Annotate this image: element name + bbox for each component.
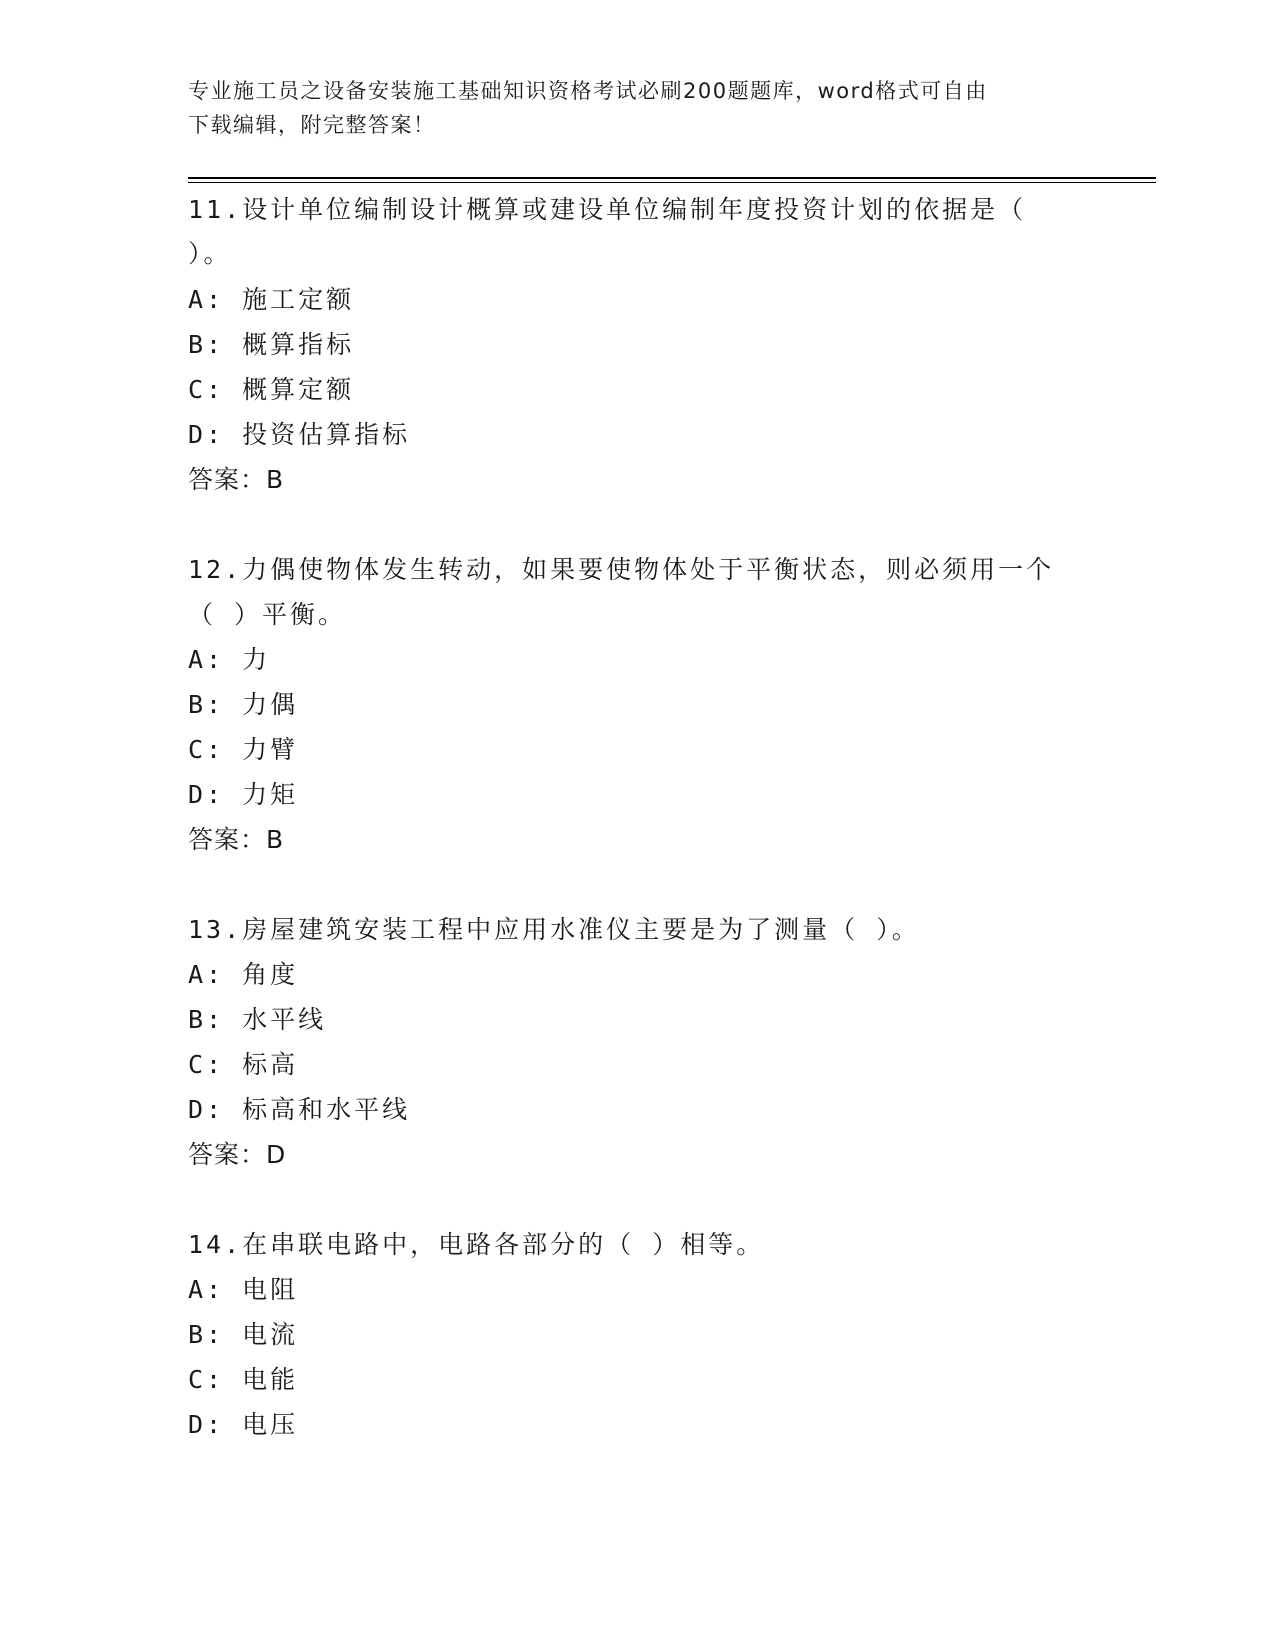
question-11-stem-line-2: ）。 [188,239,232,268]
question-11-stem-line-1: 11.设计单位编制设计概算或建设单位编制年度投资计划的依据是（ [188,195,1027,224]
question-13-option-a: A: 角度 [188,960,299,989]
question-13-stem-line-1: 13.房屋建筑安装工程中应用水准仪主要是为了测量（ ）。 [188,915,920,944]
question-11-option-d: D: 投资估算指标 [188,420,411,449]
question-13-option-b: B: 水平线 [188,1005,327,1034]
question-11-option-a: A: 施工定额 [188,285,355,314]
question-12-answer: 答案：B [188,825,285,854]
header-line-1: 专业施工员之设备安装施工基础知识资格考试必刷200题题库，word格式可自由 [188,79,988,103]
question-13-option-d: D: 标高和水平线 [188,1095,411,1124]
question-12-option-c: C: 力臂 [188,735,299,764]
question-14-stem-line-1: 14.在串联电路中，电路各部分的（ ）相等。 [188,1230,765,1259]
question-12-option-a: A: 力 [188,645,271,674]
question-14-option-a: A: 电阻 [188,1275,299,1304]
question-11-option-c: C: 概算定额 [188,375,355,404]
question-14-option-b: B: 电流 [188,1320,299,1349]
question-13-answer: 答案：D [188,1140,287,1169]
question-12-option-b: B: 力偶 [188,690,299,719]
question-11-option-b: B: 概算指标 [188,330,355,359]
header-line-2: 下载编辑，附完整答案！ [188,113,436,137]
question-14-option-d: D: 电压 [188,1410,299,1439]
question-14-option-c: C: 电能 [188,1365,299,1394]
question-12-stem-line-1: 12.力偶使物体发生转动，如果要使物体处于平衡状态，则必须用一个 [188,555,1055,584]
document-header [188,74,1088,142]
question-13-option-c: C: 标高 [188,1050,299,1079]
question-12-stem-line-2: （ ）平衡。 [188,600,347,629]
question-12-option-d: D: 力矩 [188,780,299,809]
header-divider-thin [188,182,1156,183]
question-11-answer: 答案：B [188,465,285,494]
header-divider-thick [188,177,1156,179]
